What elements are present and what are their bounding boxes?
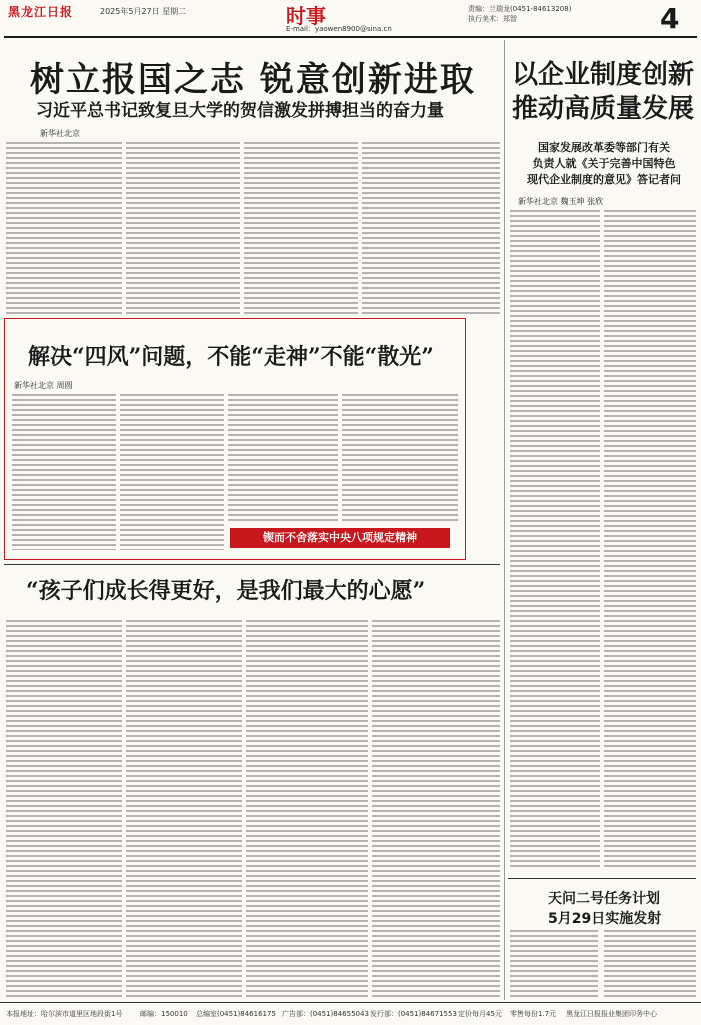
- byline-story-1: 新华社北京: [40, 129, 80, 138]
- column-divider: [504, 40, 505, 1000]
- text-column: [604, 930, 696, 998]
- subhead-story-2: [514, 140, 694, 188]
- footer-retail: 零售每份1.7元: [510, 1010, 557, 1018]
- headline-story-1: 树立报国之志 锐意创新进取: [30, 60, 476, 100]
- header-rule: [4, 36, 697, 38]
- text-column: [604, 210, 696, 870]
- masthead: 黑龙江日报: [8, 5, 74, 19]
- text-column: [228, 394, 338, 524]
- page-number: 4: [660, 2, 680, 35]
- headline-story-2: [510, 58, 696, 126]
- page-footer: [0, 1002, 701, 1025]
- text-column: [244, 142, 358, 314]
- subhead-line: 负责人就《关于完善中国特色: [532, 157, 676, 170]
- text-column: [120, 394, 224, 550]
- text-column: [510, 930, 598, 998]
- headline-line: 以企业制度创新: [511, 60, 694, 90]
- footer-printer: 黑龙江日报报业集团印务中心: [566, 1010, 657, 1018]
- text-column: [510, 210, 600, 870]
- text-column: [6, 142, 122, 314]
- text-column: [246, 620, 368, 998]
- byline-story-2: 新华社北京 魏玉坤 张欣: [518, 197, 604, 206]
- subhead-line: 国家发展改革委等部门有关: [538, 141, 670, 154]
- headline-story-3: 解决“四风”问题，不能“走神”不能“散光”: [28, 344, 434, 370]
- footer-price: 定价每月45元: [458, 1010, 502, 1018]
- byline-story-3: 新华社北京 周圆: [14, 381, 73, 390]
- section-rule: [4, 564, 500, 565]
- section-title: 时事: [286, 4, 326, 28]
- subhead-line: 现代企业制度的意见》答记者问: [527, 173, 681, 186]
- headline-line: 推动高质量发展: [511, 94, 694, 124]
- subhead-story-5: 5月29日实施发射: [548, 911, 662, 927]
- text-column: [362, 142, 500, 314]
- designer-credit: 执行美术：郑智: [468, 15, 517, 23]
- text-column: [126, 142, 240, 314]
- section-rule: [508, 878, 696, 879]
- headline-story-4: “孩子们成长得更好，是我们最大的心愿”: [26, 578, 426, 604]
- issue-date: 2025年5月27日 星期二: [100, 7, 187, 16]
- footer-postcode: 邮编：150010: [140, 1010, 188, 1018]
- text-column: [12, 394, 116, 550]
- text-column: [6, 620, 122, 998]
- text-column: [342, 394, 458, 524]
- footer-office: 总编室(0451)84616175: [196, 1010, 276, 1018]
- text-column: [372, 620, 500, 998]
- text-column: [126, 620, 242, 998]
- campaign-banner: 锲而不舍落实中央八项规定精神: [230, 528, 450, 548]
- headline-story-5: 天问二号任务计划: [548, 891, 660, 907]
- editor-credit: 责编：兰瑞龙(0451-84613208): [468, 5, 572, 13]
- subhead-story-1: 习近平总书记致复旦大学的贺信激发拼搏担当的奋力量: [36, 101, 444, 121]
- contact-email: E-mail：yaowen8900@sina.cn: [286, 25, 392, 33]
- footer-ads: 广告部：(0451)84655043: [282, 1010, 369, 1018]
- footer-address: 本报地址：哈尔滨市道里区地段街1号: [6, 1010, 123, 1018]
- footer-issue: 发行部：(0451)84671553: [370, 1010, 457, 1018]
